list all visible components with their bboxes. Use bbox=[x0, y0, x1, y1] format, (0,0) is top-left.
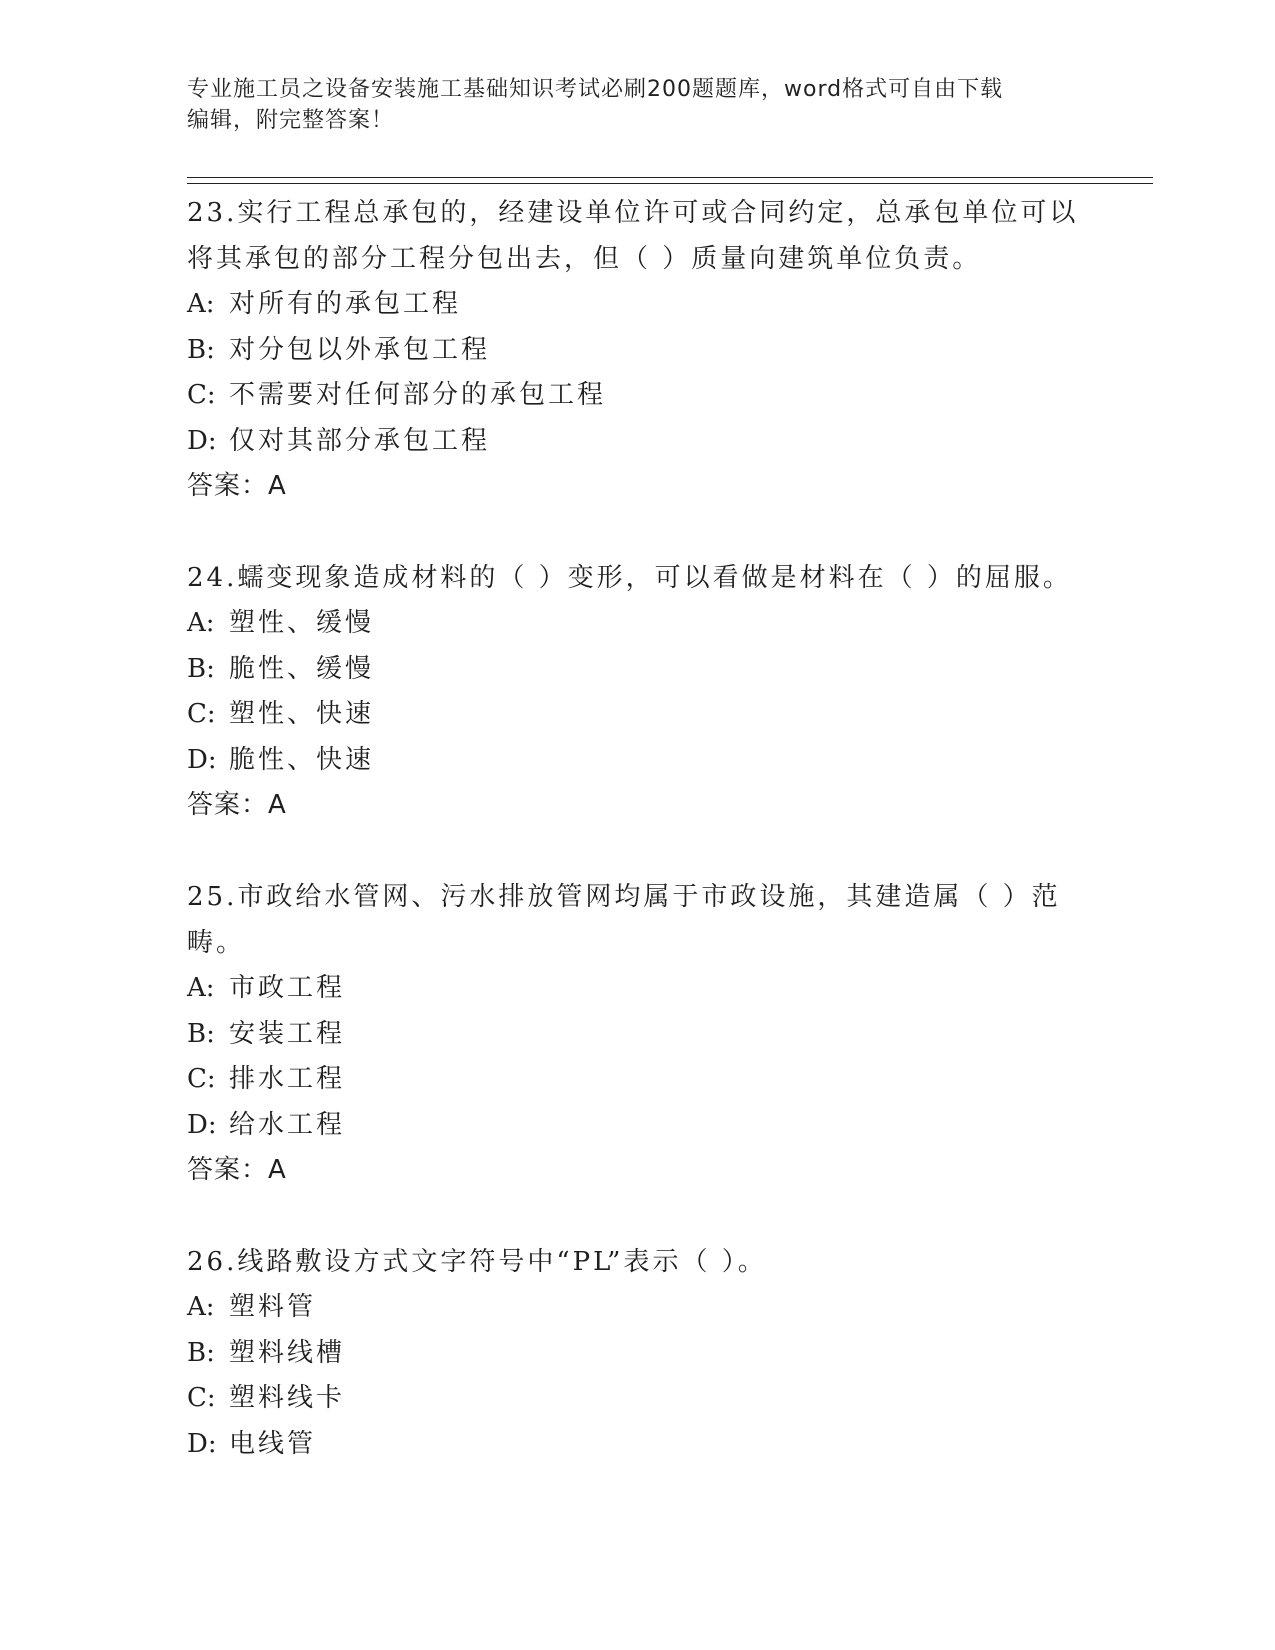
option-c bbox=[187, 1057, 1087, 1103]
option-key: C: bbox=[187, 1383, 216, 1413]
option-d bbox=[187, 738, 1087, 784]
header-line-2: 编辑，附完整答案！ bbox=[187, 108, 395, 133]
question-24 bbox=[187, 555, 1087, 828]
option-key: A: bbox=[187, 608, 215, 638]
option-b bbox=[187, 647, 1087, 693]
header-divider-bottom bbox=[187, 183, 1153, 184]
answer-label: 答案：A bbox=[187, 471, 287, 501]
option-text: 塑料线卡 bbox=[229, 1383, 346, 1413]
option-text: 塑性、缓慢 bbox=[229, 608, 375, 638]
option-b bbox=[187, 1331, 1087, 1377]
option-text: 排水工程 bbox=[229, 1064, 346, 1094]
question-stem bbox=[187, 190, 1087, 282]
answer-label: 答案：A bbox=[187, 790, 287, 820]
option-d bbox=[187, 1103, 1087, 1149]
question-stem-line-1: 24.蠕变现象造成材料的（ ）变形，可以看做是材料在（ ）的屈服。 bbox=[187, 563, 1072, 593]
option-key: B: bbox=[187, 1018, 215, 1049]
option-text: 塑料管 bbox=[229, 1292, 317, 1322]
question-stem bbox=[187, 1239, 1087, 1285]
option-key: D: bbox=[187, 425, 217, 456]
option-a bbox=[187, 1285, 1087, 1331]
question-26 bbox=[187, 1239, 1087, 1467]
header-divider-top bbox=[187, 177, 1153, 178]
question-stem-line-2: 畴。 bbox=[187, 928, 246, 958]
option-key: A: bbox=[187, 289, 215, 319]
option-key: B: bbox=[187, 334, 215, 365]
option-a bbox=[187, 282, 1087, 328]
option-text: 不需要对任何部分的承包工程 bbox=[229, 380, 607, 410]
option-text: 市政工程 bbox=[229, 973, 346, 1003]
question-stem-line-1: 26.线路敷设方式文字符号中“PL”表示（ ）。 bbox=[187, 1247, 767, 1277]
option-text: 脆性、缓慢 bbox=[229, 653, 375, 684]
option-text: 安装工程 bbox=[229, 1018, 346, 1049]
option-text: 塑料线槽 bbox=[229, 1337, 346, 1368]
option-key: A: bbox=[187, 1292, 215, 1322]
option-b bbox=[187, 1012, 1087, 1058]
option-key: C: bbox=[187, 380, 216, 410]
question-23 bbox=[187, 190, 1087, 509]
option-key: B: bbox=[187, 1337, 215, 1368]
option-text: 塑性、快速 bbox=[229, 699, 375, 729]
option-c bbox=[187, 373, 1087, 419]
option-text: 仅对其部分承包工程 bbox=[229, 425, 491, 456]
option-text: 对所有的承包工程 bbox=[229, 289, 462, 319]
option-text: 给水工程 bbox=[229, 1109, 346, 1140]
option-text: 电线管 bbox=[229, 1428, 317, 1459]
option-key: C: bbox=[187, 699, 216, 729]
question-stem bbox=[187, 555, 1087, 601]
option-c bbox=[187, 1376, 1087, 1422]
option-b bbox=[187, 328, 1087, 374]
document-header bbox=[187, 74, 1067, 136]
option-d bbox=[187, 1422, 1087, 1468]
option-key: D: bbox=[187, 1109, 217, 1140]
header-line-1: 专业施工员之设备安装施工基础知识考试必刷200题题库，word格式可自由下载 bbox=[187, 77, 1004, 102]
option-a bbox=[187, 601, 1087, 647]
option-key: D: bbox=[187, 744, 217, 775]
answer-label: 答案：A bbox=[187, 1155, 287, 1185]
question-stem bbox=[187, 874, 1087, 966]
option-a bbox=[187, 966, 1087, 1012]
option-key: D: bbox=[187, 1428, 217, 1459]
question-list bbox=[187, 190, 1087, 1513]
question-stem-line-2: 将其承包的部分工程分包出去，但（ ）质量向建筑单位负责。 bbox=[187, 244, 982, 274]
question-25 bbox=[187, 874, 1087, 1193]
option-key: C: bbox=[187, 1064, 216, 1094]
option-key: A: bbox=[187, 973, 215, 1003]
question-stem-line-1: 23.实行工程总承包的，经建设单位许可或合同约定，总承包单位可以 bbox=[187, 198, 1079, 228]
option-c bbox=[187, 692, 1087, 738]
option-d bbox=[187, 419, 1087, 465]
option-text: 脆性、快速 bbox=[229, 744, 375, 775]
question-stem-line-1: 25.市政给水管网、污水排放管网均属于市政设施，其建造属（ ）范 bbox=[187, 882, 1061, 912]
option-key: B: bbox=[187, 653, 215, 684]
option-text: 对分包以外承包工程 bbox=[229, 334, 491, 365]
